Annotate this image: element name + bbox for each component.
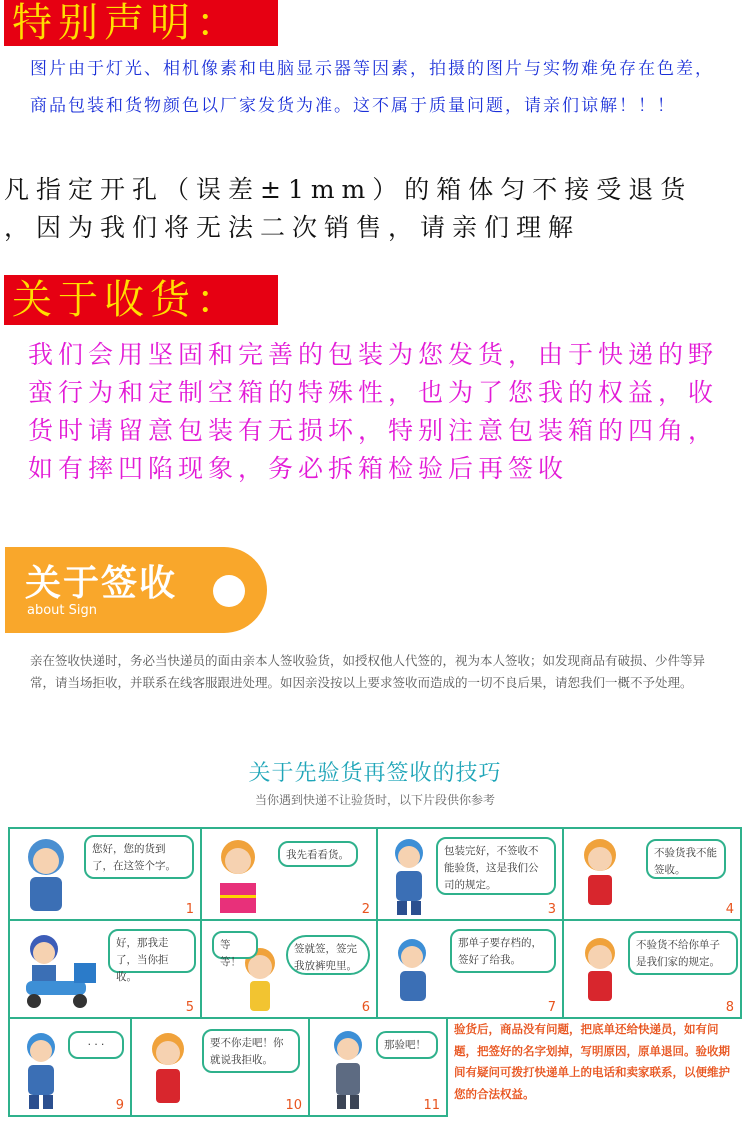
panel-number: 6 [361,1000,370,1015]
thought-bubble: 签就签，签完我放裤兜里。 [286,935,370,975]
sign-text: 亲在签收快递时，务必当快递员的面由亲本人签收验货，如授权他人代签的，视为本人签收；如发现商品有破损、少件等异常，请当场拒收，并联系在线客服跟进处理。如因亲没按以上要求签收而造成的一切不良后果，请恕我们一概不予处理。 [30,653,706,690]
speech-bubble: 要不你走吧！你就说我拒收。 [202,1029,300,1073]
comic-panel-10 [130,1017,310,1117]
sign-banner [5,547,267,633]
advice-text: 验货后，商品没有问题，把底单还给快递员，如有问题，把签好的名字划掉，写明原因，原单退回。验收期间有疑问可拨打快递单上的电话和卖家联系，以便维护您的合法权益。 [454,1022,730,1101]
courier-figure-icon [384,935,444,1015]
panel-number: 7 [547,1000,556,1015]
return-policy-line1: 凡指定开孔（误差±1mm）的箱体匀不接受退货 [4,175,693,204]
speech-bubble: 不验货不给你单子是我们家的规定。 [628,931,738,975]
receiving-text: 我们会用坚固和完善的包装为您发货，由于快递的野蛮行为和定制空箱的特殊性，也为了您我的权益，收货时请留意包装有无损坏，特别注意包装箱的四角，如有摔凹陷现象，务必拆箱检验后再签收 [28,340,719,483]
customer-figure-icon [138,1029,198,1113]
comic-panel-8 [562,919,742,1019]
customer-figure-icon [208,835,268,919]
speech-bubble: 我先看看货。 [278,841,358,867]
customer-figure-icon [570,835,630,919]
comic-panel-2 [200,827,378,921]
panel-number: 1 [185,902,194,917]
courier-figure-icon [384,835,434,919]
panel-number: 5 [185,1000,194,1015]
panel-number: 11 [423,1098,440,1113]
courier-figure-icon [16,1029,66,1113]
comic-panel-5 [8,919,202,1019]
comic-panel-3 [376,827,564,921]
panel-number: 4 [725,902,734,917]
courier-figure-icon [16,835,76,919]
tips-title: 关于先验货再签收的技巧 [248,761,502,786]
scooter-courier-icon [16,929,106,1013]
speech-bubble: 等等！ [212,931,258,959]
speech-bubble: 那验吧！ [376,1031,438,1059]
sign-subtitle: about Sign [27,603,97,618]
sign-title: 关于签收 [25,563,178,604]
panel-number: 3 [547,902,556,917]
speech-bubble: 您好，您的货到了，在这签个字。 [84,835,194,879]
comic-panel-7 [376,919,564,1019]
panel-number: 8 [725,1000,734,1015]
comic-panel-9 [8,1017,132,1117]
comic-panel-4 [562,827,742,921]
panel-number: 10 [285,1098,302,1113]
notice-text: 图片由于灯光、相机像素和电脑显示器等因素，拍摄的图片与实物难免存在色差，商品包装和货物颜色以厂家发货为准。这不属于质量问题，请亲们谅解！！！ [30,59,714,116]
panel-number: 9 [115,1098,124,1113]
panel-number: 2 [361,902,370,917]
speech-bubble: 那单子要存档的，签好了给我。 [450,929,556,973]
courier-figure-icon [320,1027,376,1113]
comic-panel-11 [308,1017,448,1117]
receiving-title: 关于收货： [4,275,278,325]
circle-icon [213,575,245,607]
comic-panel-6 [200,919,378,1019]
speech-bubble: · · · [68,1031,124,1059]
notice-title: 特别声明： [4,0,278,46]
return-policy-line2: ，因为我们将无法二次销售，请亲们理解 [4,213,581,242]
customer-figure-icon [570,935,630,1015]
tips-subtitle: 当你遇到快递不让验货时，以下片段供你参考 [254,793,495,807]
speech-bubble: 包装完好，不签收不能验货，这是我们公司的规定。 [436,837,556,895]
comic-panel-1 [8,827,202,921]
speech-bubble: 好，那我走了，当你拒收。 [108,929,196,973]
speech-bubble: 不验货我不能签收。 [646,839,726,879]
